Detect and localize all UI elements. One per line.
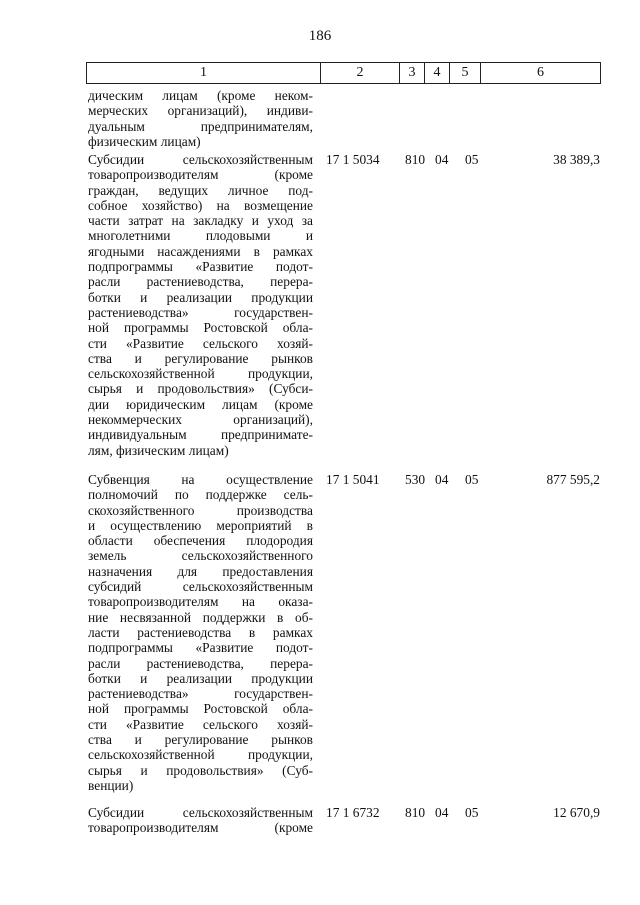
row-subsection: 05 <box>465 805 479 820</box>
row-section: 04 <box>435 152 449 167</box>
description-line: товаропроизводителям (кроме <box>88 820 313 836</box>
row-expense-type: 810 <box>405 152 426 167</box>
header-cell-2: 2 <box>320 63 399 83</box>
table-header <box>86 62 601 84</box>
description-line: некоммерческих организаций), <box>88 412 313 428</box>
row-description <box>88 805 313 836</box>
description-line: субсидий сельскохозяйственным <box>88 579 313 595</box>
description-line: ботки и реализации продукции <box>88 670 313 686</box>
description-line: венции) <box>88 777 134 793</box>
description-line: растениеводства» государствен- <box>88 304 313 320</box>
description-line: земель сельскохозяйственного <box>88 548 313 564</box>
description-line: расли растениеводства, перера- <box>88 655 313 671</box>
description-line: растениеводства» государствен- <box>88 686 313 702</box>
description-line: собное хозяйство) на возмещение <box>88 197 313 213</box>
description-line: товаропроизводителям на оказа- <box>88 594 313 610</box>
header-cell-4: 4 <box>424 63 449 83</box>
row-section: 04 <box>435 805 449 820</box>
description-line: ягодными насаждениями в рамках <box>88 243 313 259</box>
description-line: физическим лицам) <box>88 133 201 149</box>
description-line: товаропроизводителям (кроме <box>88 167 313 183</box>
row-description <box>88 88 313 149</box>
header-cell-5: 5 <box>449 63 480 83</box>
description-line: Субвенция на осуществление <box>88 472 313 487</box>
description-line: области обеспечения плодородия <box>88 533 313 549</box>
description-line: ной программы Ростовской обла- <box>88 320 313 336</box>
header-cell-3: 3 <box>399 63 424 83</box>
header-cell-1: 1 <box>200 65 207 80</box>
description-line: дуальным предпринимателям, <box>88 118 313 134</box>
description-line: сырья и продовольствия» (Субси- <box>88 381 313 397</box>
row-subsection: 05 <box>465 472 479 487</box>
row-amount: 877 595,2 <box>546 472 600 487</box>
description-line: многолетними плодовыми и <box>88 228 313 244</box>
description-line: лям, физическим лицам) <box>88 442 229 458</box>
row-code: 17 1 5034 <box>326 152 380 167</box>
row-code: 17 1 5041 <box>326 472 380 487</box>
description-line: дическим лицам (кроме неком- <box>88 88 313 103</box>
description-line: ние несвязанной поддержки в об- <box>88 609 313 625</box>
row-amount: 38 389,3 <box>553 152 600 167</box>
description-line: подпрограммы «Развитие подот- <box>88 259 313 275</box>
description-line: Субсидии сельскохозяйственным <box>88 805 313 820</box>
row-expense-type: 530 <box>405 472 426 487</box>
description-line: сельскохозяйственной продукции, <box>88 747 313 763</box>
description-line: сти «Развитие сельского хозяй- <box>88 335 313 351</box>
description-line: ства и регулирование рынков <box>88 350 313 366</box>
page-number: 186 <box>308 28 332 44</box>
description-line: расли растениеводства, перера- <box>88 274 313 290</box>
description-line: и осуществлению мероприятий в <box>88 517 313 533</box>
row-description <box>88 472 313 793</box>
description-line: полномочий по поддержке сель- <box>88 487 313 503</box>
description-line: ласти растениеводства в рамках <box>88 624 313 640</box>
row-expense-type: 810 <box>405 805 426 820</box>
description-line: части затрат на закладку и уход за <box>88 213 313 229</box>
description-line: граждан, ведущих личное под- <box>88 182 313 198</box>
row-code: 17 1 6732 <box>326 805 380 820</box>
row-description <box>88 152 313 458</box>
description-line: сти «Развитие сельского хозяй- <box>88 716 313 732</box>
description-line: ботки и реализации продукции <box>88 289 313 305</box>
header-cell-6: 6 <box>480 63 600 83</box>
description-line: сырья и продовольствия» (Суб- <box>88 762 313 778</box>
description-line: Субсидии сельскохозяйственным <box>88 152 313 167</box>
row-section: 04 <box>435 472 449 487</box>
description-line: ной программы Ростовской обла- <box>88 701 313 717</box>
description-line: назначения для предоставления <box>88 563 313 579</box>
description-line: ства и регулирование рынков <box>88 732 313 748</box>
description-line: мерческих организаций), индиви- <box>88 103 313 119</box>
description-line: скохозяйственного производства <box>88 502 313 518</box>
description-line: дии юридическим лицам (кроме <box>88 396 313 412</box>
row-amount: 12 670,9 <box>553 805 600 820</box>
row-subsection: 05 <box>465 152 479 167</box>
description-line: подпрограммы «Развитие подот- <box>88 640 313 656</box>
description-line: сельскохозяйственной продукции, <box>88 366 313 382</box>
description-line: индивидуальным предпринимате- <box>88 427 313 443</box>
